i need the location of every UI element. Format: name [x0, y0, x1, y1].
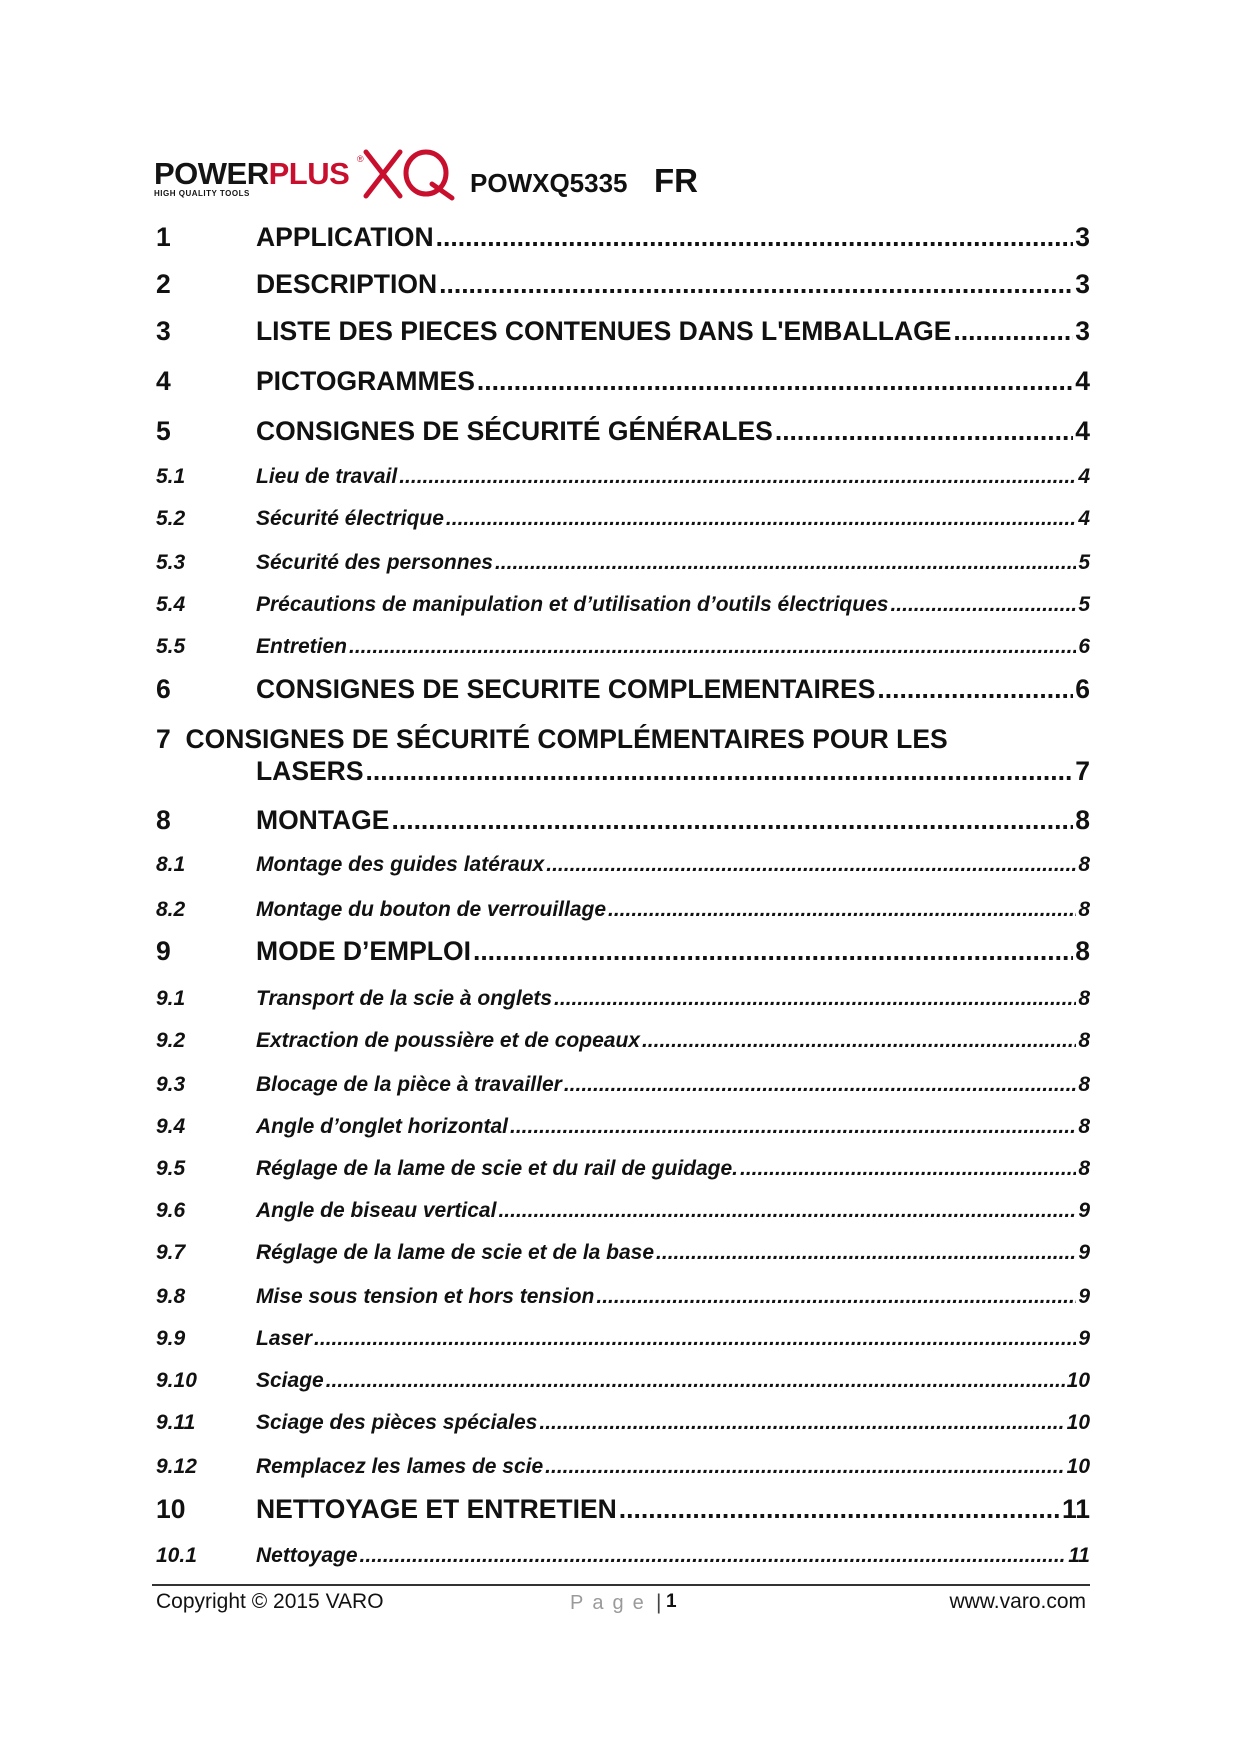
toc-leader-dots: [326, 1369, 1065, 1393]
toc-entry-title: PICTOGRAMMES: [256, 366, 475, 396]
toc-subentry[interactable]: [156, 1029, 1090, 1069]
toc-entry-title: Sécurité des personnes: [256, 551, 493, 574]
toc-leader-dots: [642, 1029, 1076, 1053]
toc-entry[interactable]: [156, 805, 1090, 845]
toc-entry-page: 3: [1075, 316, 1090, 346]
logo-xq-mark: [362, 146, 458, 202]
toc-entry-title: Extraction de poussière et de copeaux: [256, 1029, 640, 1052]
toc-leader-dots: [495, 551, 1076, 575]
toc-entry-number: 7: [156, 724, 171, 754]
toc-entry-number: 2: [156, 269, 171, 299]
toc-leader-dots: [360, 1544, 1067, 1568]
logo-registered-mark: ®: [357, 154, 364, 164]
toc-entry-number: 9.8: [156, 1285, 186, 1308]
logo-plus-text: PLUS: [268, 156, 350, 191]
toc-entry-page: 3: [1075, 222, 1090, 252]
toc-entry-number: 9.3: [156, 1073, 186, 1096]
toc-entry-first-line: [156, 724, 948, 755]
toc-subentry[interactable]: [156, 1327, 1090, 1367]
toc-entry-number: 5.3: [156, 551, 186, 574]
toc-subentry[interactable]: [156, 1285, 1090, 1325]
toc-leader-dots: [953, 316, 1073, 347]
toc-leader-dots: [656, 1241, 1076, 1265]
toc-subentry[interactable]: [156, 1241, 1090, 1281]
toc-entry-page: 8: [1078, 1157, 1090, 1180]
toc-subentry[interactable]: [156, 1411, 1090, 1451]
toc-entry-title-line2: LASERS: [256, 756, 364, 786]
toc-entry-page: 6: [1075, 674, 1090, 704]
website-link[interactable]: www.varo.com: [949, 1590, 1086, 1613]
toc-leader-dots: [439, 269, 1073, 300]
toc-subentry[interactable]: [156, 1455, 1090, 1495]
toc-entry[interactable]: [156, 366, 1090, 406]
toc-leader-dots: [473, 936, 1073, 967]
toc-leader-dots: [608, 898, 1076, 922]
toc-entry-title: APPLICATION: [256, 222, 434, 252]
toc-entry-page: 10: [1066, 1455, 1090, 1478]
toc-entry[interactable]: [156, 222, 1090, 262]
toc-entry-number: 5.2: [156, 507, 186, 530]
toc-entry[interactable]: [156, 724, 1090, 799]
toc-entry[interactable]: [156, 416, 1090, 456]
page-number: 1: [666, 1591, 677, 1612]
toc-entry-number: 10.1: [156, 1544, 197, 1567]
toc-subentry[interactable]: [156, 1369, 1090, 1409]
toc-entry[interactable]: [156, 674, 1090, 714]
toc-leader-dots: [391, 805, 1073, 836]
toc-leader-dots: [366, 756, 1074, 787]
toc-subentry[interactable]: [156, 551, 1090, 591]
toc-entry-title: Nettoyage: [256, 1544, 358, 1567]
toc-subentry[interactable]: [156, 507, 1090, 547]
toc-entry-page: 10: [1066, 1411, 1090, 1434]
toc-entry-title: Sécurité électrique: [256, 507, 444, 530]
toc-entry-page: 9: [1078, 1241, 1090, 1264]
toc-leader-dots: [554, 987, 1076, 1011]
toc-subentry[interactable]: [156, 1157, 1090, 1197]
toc-entry-page: 8: [1078, 853, 1090, 876]
toc-subentry[interactable]: [156, 853, 1090, 893]
toc-subentry[interactable]: [156, 593, 1090, 633]
toc-leader-dots: [349, 635, 1076, 659]
toc-subentry[interactable]: [156, 635, 1090, 675]
toc-entry-title: Transport de la scie à onglets: [256, 987, 553, 1010]
toc-entry-title: Blocage de la pièce à travailler: [256, 1073, 562, 1096]
page-separator: |: [656, 1591, 662, 1614]
toc-leader-dots: [775, 416, 1073, 447]
toc-entry-page: 8: [1078, 898, 1090, 921]
toc-entry-title: Laser: [256, 1327, 313, 1350]
toc-entry-number: 5.5: [156, 635, 186, 658]
toc-entry-number: 5.1: [156, 465, 186, 488]
toc-entry-page: 7: [1075, 756, 1090, 786]
toc-entry-title: MONTAGE: [256, 805, 390, 835]
toc-leader-dots: [619, 1494, 1060, 1525]
toc-entry-title: Précautions de manipulation et d’utilisation d’outils électriques: [256, 593, 889, 616]
logo-wordmark: [154, 156, 349, 192]
toc-entry-number: 5: [156, 416, 171, 446]
model-number: POWXQ5335: [470, 168, 628, 198]
toc-leader-dots: [399, 465, 1076, 489]
toc-entry-page: 5: [1078, 551, 1090, 574]
toc-entry-title: Entretien: [256, 635, 348, 658]
toc-entry-page: 9: [1078, 1285, 1090, 1308]
footer-divider: [152, 1584, 1090, 1586]
toc-entry-number: 8.2: [156, 898, 186, 921]
toc-entry-page: 8: [1075, 936, 1090, 966]
toc-entry-number: 9.7: [156, 1241, 186, 1264]
toc-entry-page: 4: [1078, 507, 1090, 530]
document-header: [154, 146, 1094, 206]
toc-entry-page: 6: [1078, 635, 1090, 658]
toc-entry-page: 8: [1078, 987, 1090, 1010]
toc-entry[interactable]: [156, 1494, 1090, 1534]
logo-power-text: POWER: [154, 156, 269, 191]
toc-entry-number: 9.10: [156, 1369, 197, 1392]
toc-subentry[interactable]: [156, 465, 1090, 505]
toc-entry-title: Montage des guides latéraux: [256, 853, 545, 876]
page-footer: [156, 1590, 1086, 1620]
toc-entry-number: 9.4: [156, 1115, 186, 1138]
toc-entry-title: Sciage: [256, 1369, 324, 1392]
language-code: FR: [654, 162, 698, 199]
toc-entry-title: Montage du bouton de verrouillage: [256, 898, 607, 921]
toc-subentry[interactable]: [156, 1199, 1090, 1239]
toc-leader-dots: [564, 1073, 1076, 1097]
toc-entry-number: 9.5: [156, 1157, 186, 1180]
toc-entry-page: 11: [1068, 1544, 1090, 1567]
toc-entry-title: CONSIGNES DE SECURITE COMPLEMENTAIRES: [256, 674, 876, 704]
toc-entry-number: 4: [156, 366, 171, 396]
toc-entry-title: Mise sous tension et hors tension: [256, 1285, 595, 1308]
toc-entry-title: NETTOYAGE ET ENTRETIEN: [256, 1494, 617, 1524]
toc-entry[interactable]: [156, 316, 1090, 356]
toc-subentry[interactable]: [156, 898, 1090, 938]
toc-entry-number: 6: [156, 674, 171, 704]
toc-entry-title-line1: CONSIGNES DE SÉCURITÉ COMPLÉMENTAIRES POUR LES: [185, 724, 948, 754]
powerplus-xq-logo: [154, 146, 459, 206]
toc-entry-page: 8: [1078, 1073, 1090, 1096]
page-label: Page: [570, 1592, 653, 1614]
toc-leader-dots: [436, 222, 1074, 253]
toc-entry-title: DESCRIPTION: [256, 269, 438, 299]
toc-entry-page: 4: [1075, 416, 1090, 446]
toc-leader-dots: [477, 366, 1073, 397]
toc-entry-number: 8: [156, 805, 171, 835]
toc-entry-title: Réglage de la lame de scie et de la base: [256, 1241, 655, 1264]
toc-entry-page: 8: [1078, 1029, 1090, 1052]
toc-leader-dots: [890, 593, 1076, 617]
toc-entry-page: 9: [1078, 1199, 1090, 1222]
toc-entry-page: 5: [1078, 593, 1090, 616]
toc-entry-number: 9.12: [156, 1455, 197, 1478]
toc-entry[interactable]: [156, 936, 1090, 976]
toc-leader-dots: [740, 1157, 1076, 1181]
toc-entry-page: 11: [1061, 1494, 1090, 1524]
toc-subentry[interactable]: [156, 1544, 1090, 1584]
toc-entry-page: 4: [1075, 366, 1090, 396]
toc-leader-dots: [596, 1285, 1076, 1309]
toc-leader-dots: [446, 507, 1076, 531]
toc-entry-number: 9: [156, 936, 171, 966]
toc-entry-page: 3: [1075, 269, 1090, 299]
toc-subentry[interactable]: [156, 1073, 1090, 1113]
toc-subentry[interactable]: [156, 987, 1090, 1027]
toc-entry-title: Angle d’onglet horizontal: [256, 1115, 508, 1138]
toc-entry-number: 9.11: [156, 1411, 196, 1434]
toc-entry-page: 8: [1078, 1115, 1090, 1138]
toc-entry-number: 9.2: [156, 1029, 186, 1052]
toc-entry-page: 9: [1078, 1327, 1090, 1350]
toc-entry-title: Lieu de travail: [256, 465, 398, 488]
toc-entry-page: 10: [1066, 1369, 1090, 1392]
toc-entry-title: LISTE DES PIECES CONTENUES DANS L'EMBALLAGE: [256, 316, 952, 346]
copyright-text: Copyright © 2015 VARO: [156, 1590, 384, 1613]
toc-entry-number: 9.9: [156, 1327, 186, 1350]
toc-entry-title: MODE D’EMPLOI: [256, 936, 471, 966]
toc-leader-dots: [314, 1327, 1076, 1351]
toc-entry-number: 3: [156, 316, 171, 346]
toc-entry[interactable]: [156, 269, 1090, 309]
toc-entry-title: Réglage de la lame de scie et du rail de guidage.: [256, 1157, 738, 1180]
toc-entry-page: 8: [1075, 805, 1090, 835]
toc-leader-dots: [545, 1455, 1064, 1479]
toc-entry-number: 10: [156, 1494, 186, 1524]
toc-entry-title: Sciage des pièces spéciales: [256, 1411, 538, 1434]
toc-subentry[interactable]: [156, 1115, 1090, 1155]
toc-entry-title: CONSIGNES DE SÉCURITÉ GÉNÉRALES: [256, 416, 773, 446]
toc-leader-dots: [546, 853, 1076, 877]
toc-entry-number: 1: [156, 222, 171, 252]
toc-entry-number: 5.4: [156, 593, 186, 616]
toc-entry-number: 9.1: [156, 987, 186, 1010]
toc-entry-number: 9.6: [156, 1199, 186, 1222]
toc-leader-dots: [510, 1115, 1076, 1139]
logo-tagline: HIGH QUALITY TOOLS: [154, 189, 250, 198]
toc-leader-dots: [498, 1199, 1076, 1223]
toc-entry-title: Angle de biseau vertical: [256, 1199, 497, 1222]
toc-leader-dots: [539, 1411, 1064, 1435]
toc-entry-title: Remplacez les lames de scie: [256, 1455, 544, 1478]
toc-entry-page: 4: [1078, 465, 1090, 488]
toc-entry-number: 8.1: [156, 853, 186, 876]
toc-leader-dots: [877, 674, 1073, 705]
